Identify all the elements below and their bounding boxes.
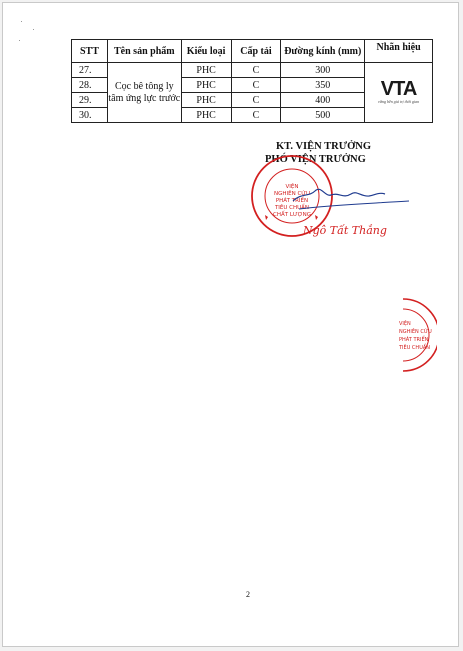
document-page	[2, 2, 459, 647]
seal-inner-line: PHÁT TRIỂN	[275, 198, 309, 204]
header-type: Kiểu loại	[181, 40, 231, 63]
row-load-class: C	[231, 78, 281, 93]
table-row	[72, 63, 433, 78]
signature-title-line1: KT. VIỆN TRƯỞNG	[276, 141, 372, 152]
seal-inner-line: NGHIÊN CỨU	[273, 191, 311, 197]
row-diameter: 300	[281, 63, 365, 78]
seal-inner-line: TIÊU CHUẨN	[274, 205, 310, 211]
logo-mark: VTA	[380, 78, 417, 100]
partial-edge-seal	[395, 297, 437, 373]
row-diameter: 400	[281, 93, 365, 108]
seal-inner-line: NGHIÊN CỨU	[399, 329, 432, 335]
scan-speck	[19, 40, 20, 41]
header-diameter: Đường kính (mm)	[281, 40, 365, 63]
row-type: PHC	[181, 63, 231, 78]
seal-inner-line: TIÊU CHUẨN	[399, 345, 431, 351]
seal-inner-line: VIỆN	[399, 321, 411, 327]
row-stt: 28.	[72, 78, 108, 93]
scan-speck	[21, 21, 22, 22]
vta-logo	[378, 79, 419, 104]
header-brand: Nhãn hiệu	[365, 40, 433, 63]
seal-inner-line: VIỆN	[285, 184, 299, 190]
row-type: PHC	[181, 78, 231, 93]
seal-inner-line: CHẤT LƯỢNG	[272, 212, 312, 218]
row-diameter: 350	[281, 78, 365, 93]
table-header-row	[72, 40, 433, 63]
row-type: PHC	[181, 93, 231, 108]
logo-tagline: vững bền giá trị thời gian	[378, 99, 420, 104]
row-stt: 30.	[72, 108, 108, 123]
row-stt: 27.	[72, 63, 108, 78]
row-load-class: C	[231, 63, 281, 78]
scan-speck	[33, 29, 34, 30]
header-stt: STT	[72, 40, 108, 63]
row-diameter: 500	[281, 108, 365, 123]
header-product-name: Tên sản phẩm	[107, 40, 181, 63]
brand-logo-cell	[365, 63, 433, 123]
row-stt: 29.	[72, 93, 108, 108]
header-load-class: Cấp tải	[231, 40, 281, 63]
signature-title-line2: PHÓ VIỆN TRƯỞNG	[265, 154, 366, 165]
signer-name: Ngô Tất Thắng	[303, 224, 387, 237]
row-load-class: C	[231, 108, 281, 123]
product-name-cell: Cọc bê tông ly tâm ứng lực trước	[107, 63, 181, 123]
product-table	[71, 39, 433, 123]
handwritten-signature	[291, 177, 411, 217]
seal-inner-line: PHÁT TRIỂN	[399, 337, 429, 343]
page-number: 2	[246, 590, 250, 599]
row-type: PHC	[181, 108, 231, 123]
row-load-class: C	[231, 93, 281, 108]
